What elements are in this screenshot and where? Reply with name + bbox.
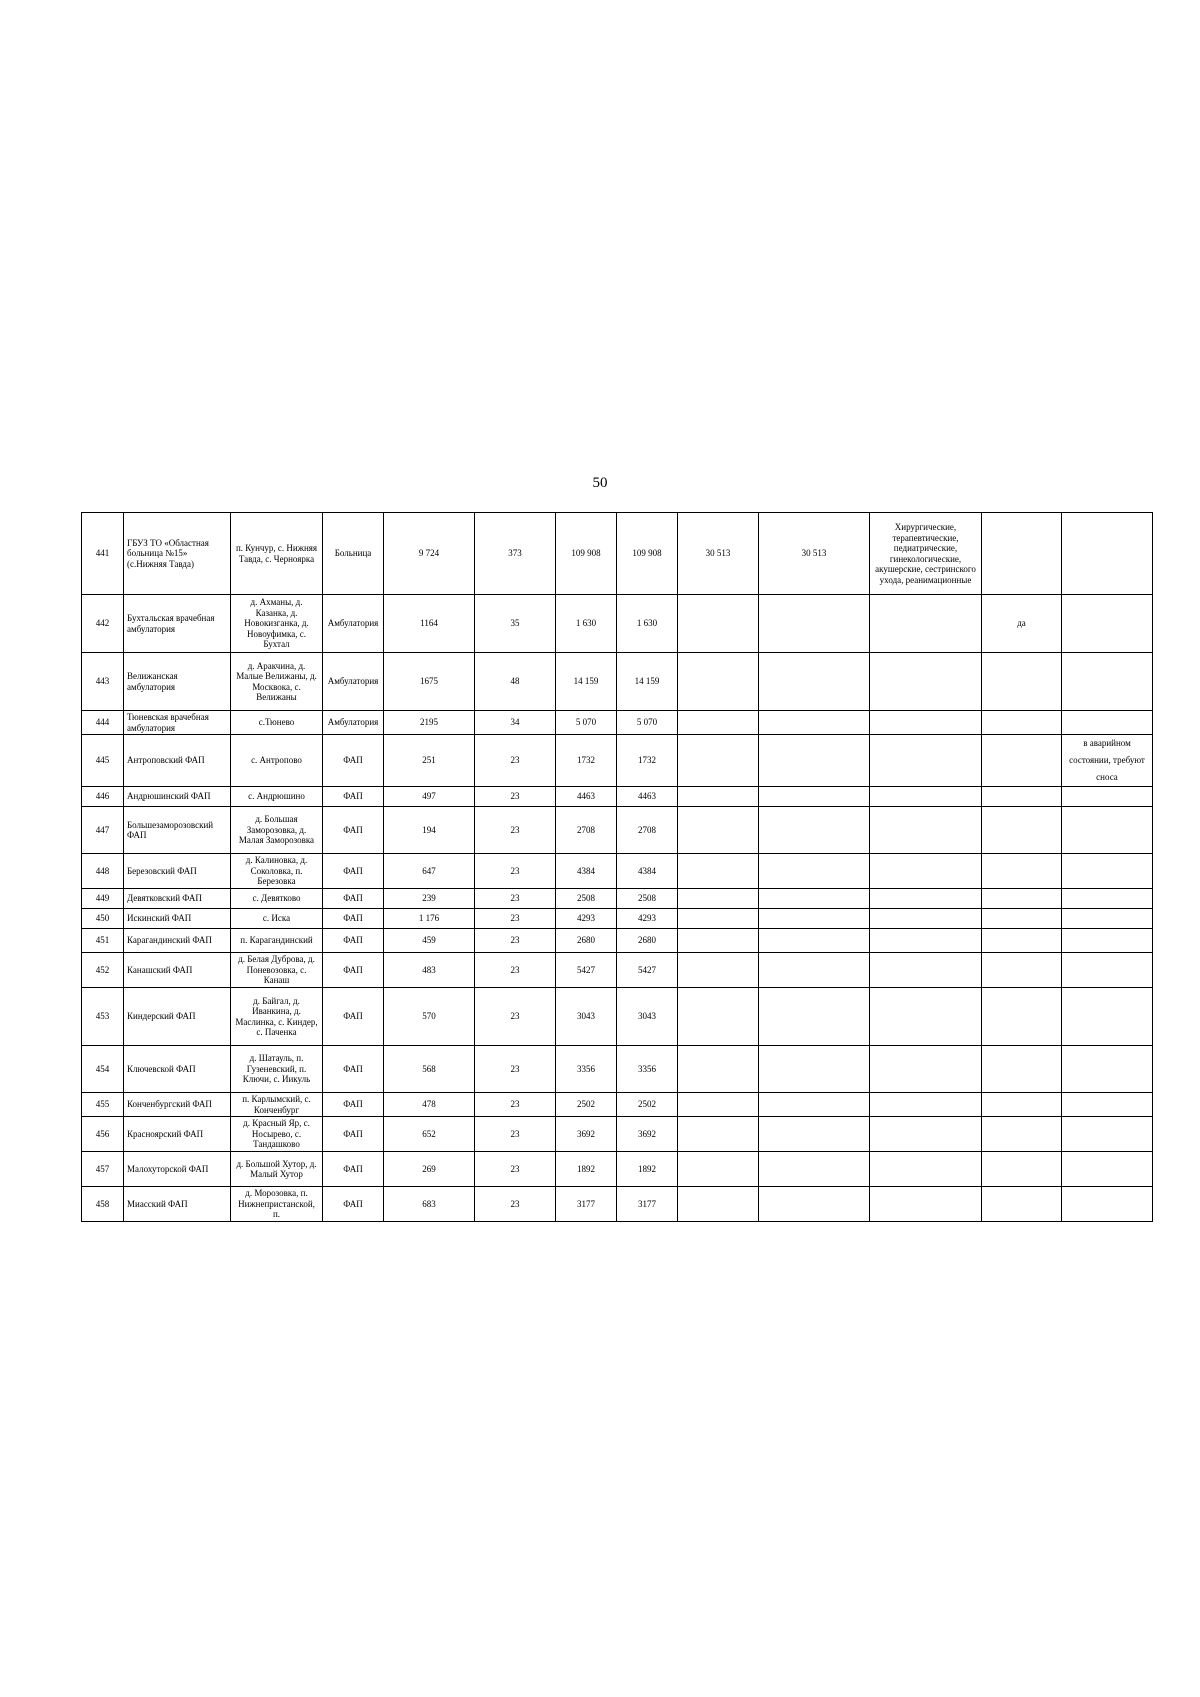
value-col-11-cell bbox=[759, 595, 870, 653]
staff-cell: 23 bbox=[475, 807, 556, 854]
settlements-cell: д. Большая Заморозовка, д. Малая Заморозовка bbox=[231, 807, 323, 854]
value-col-13-cell bbox=[982, 953, 1062, 988]
row-number-cell: 457 bbox=[82, 1152, 124, 1187]
note-cell bbox=[1062, 1117, 1153, 1152]
value-col-8-cell: 2508 bbox=[556, 889, 617, 909]
page-number: 50 bbox=[592, 475, 608, 491]
note-cell bbox=[1062, 513, 1153, 595]
value-col-8-cell: 5 070 bbox=[556, 711, 617, 735]
facility-name-cell: Андрюшинский ФАП bbox=[124, 787, 231, 807]
facility-name-cell: Искинский ФАП bbox=[124, 909, 231, 929]
settlements-cell: д. Красный Яр, с. Носырево, с. Тандашково bbox=[231, 1117, 323, 1152]
value-col-10-cell bbox=[678, 711, 759, 735]
value-col-8-cell: 4293 bbox=[556, 909, 617, 929]
population-cell: 239 bbox=[384, 889, 475, 909]
staff-cell: 23 bbox=[475, 1117, 556, 1152]
staff-cell: 23 bbox=[475, 1152, 556, 1187]
value-col-13-cell bbox=[982, 854, 1062, 889]
population-cell: 483 bbox=[384, 953, 475, 988]
facility-name-cell: Антроповский ФАП bbox=[124, 735, 231, 787]
settlements-cell: с. Девятково bbox=[231, 889, 323, 909]
staff-cell: 34 bbox=[475, 711, 556, 735]
row-number-cell: 444 bbox=[82, 711, 124, 735]
value-col-9-cell: 109 908 bbox=[617, 513, 678, 595]
value-col-11-cell bbox=[759, 929, 870, 953]
value-col-9-cell: 14 159 bbox=[617, 653, 678, 711]
facility-name-cell: Киндерский ФАП bbox=[124, 988, 231, 1046]
value-col-11-cell bbox=[759, 988, 870, 1046]
value-col-8-cell: 2708 bbox=[556, 807, 617, 854]
bed-profiles-cell bbox=[870, 807, 982, 854]
bed-profiles-cell bbox=[870, 1046, 982, 1093]
value-col-10-cell bbox=[678, 1152, 759, 1187]
bed-profiles-cell bbox=[870, 595, 982, 653]
note-cell bbox=[1062, 1046, 1153, 1093]
settlements-cell: д. Аракчина, д. Малые Велижаны, д. Москвока, с. Велижаны bbox=[231, 653, 323, 711]
value-col-9-cell: 3692 bbox=[617, 1117, 678, 1152]
population-cell: 683 bbox=[384, 1187, 475, 1222]
population-cell: 497 bbox=[384, 787, 475, 807]
settlements-cell: с. Антропово bbox=[231, 735, 323, 787]
note-cell bbox=[1062, 1093, 1153, 1117]
value-col-9-cell: 2680 bbox=[617, 929, 678, 953]
value-col-10-cell bbox=[678, 1093, 759, 1117]
value-col-13-cell bbox=[982, 653, 1062, 711]
note-cell bbox=[1062, 711, 1153, 735]
facility-type-cell: ФАП bbox=[323, 807, 384, 854]
value-col-10-cell bbox=[678, 595, 759, 653]
settlements-cell: п. Карлымский, с. Конченбург bbox=[231, 1093, 323, 1117]
value-col-8-cell: 2680 bbox=[556, 929, 617, 953]
bed-profiles-cell bbox=[870, 953, 982, 988]
value-col-11-cell bbox=[759, 787, 870, 807]
value-col-10-cell bbox=[678, 735, 759, 787]
value-col-11-cell bbox=[759, 653, 870, 711]
population-cell: 647 bbox=[384, 854, 475, 889]
row-number-cell: 443 bbox=[82, 653, 124, 711]
value-col-11-cell bbox=[759, 1187, 870, 1222]
value-col-8-cell: 1892 bbox=[556, 1152, 617, 1187]
facility-type-cell: Амбулатория bbox=[323, 711, 384, 735]
population-cell: 1164 bbox=[384, 595, 475, 653]
value-col-11-cell bbox=[759, 854, 870, 889]
facility-type-cell: ФАП bbox=[323, 909, 384, 929]
facility-name-cell: Конченбургский ФАП bbox=[124, 1093, 231, 1117]
table-row bbox=[82, 909, 1153, 929]
bed-profiles-cell bbox=[870, 1093, 982, 1117]
value-col-10-cell bbox=[678, 1187, 759, 1222]
value-col-8-cell: 3356 bbox=[556, 1046, 617, 1093]
value-col-8-cell: 3177 bbox=[556, 1187, 617, 1222]
row-number-cell: 454 bbox=[82, 1046, 124, 1093]
settlements-cell: с. Андрюшино bbox=[231, 787, 323, 807]
staff-cell: 48 bbox=[475, 653, 556, 711]
note-cell bbox=[1062, 653, 1153, 711]
value-col-9-cell: 2502 bbox=[617, 1093, 678, 1117]
value-col-8-cell: 109 908 bbox=[556, 513, 617, 595]
value-col-11-cell bbox=[759, 1117, 870, 1152]
bed-profiles-cell bbox=[870, 711, 982, 735]
population-cell: 570 bbox=[384, 988, 475, 1046]
population-cell: 568 bbox=[384, 1046, 475, 1093]
settlements-cell: п. Кунчур, с. Нижняя Тавда, с. Черноярка bbox=[231, 513, 323, 595]
value-col-9-cell: 4384 bbox=[617, 854, 678, 889]
settlements-cell: с. Иска bbox=[231, 909, 323, 929]
bed-profiles-cell bbox=[870, 653, 982, 711]
note-cell bbox=[1062, 929, 1153, 953]
value-col-9-cell: 3356 bbox=[617, 1046, 678, 1093]
row-number-cell: 445 bbox=[82, 735, 124, 787]
note-cell: в аварийном состоянии, требуют сноса bbox=[1062, 735, 1153, 787]
row-number-cell: 455 bbox=[82, 1093, 124, 1117]
value-col-8-cell: 3043 bbox=[556, 988, 617, 1046]
table-row bbox=[82, 988, 1153, 1046]
value-col-11-cell bbox=[759, 807, 870, 854]
facility-type-cell: ФАП bbox=[323, 889, 384, 909]
value-col-8-cell: 14 159 bbox=[556, 653, 617, 711]
bed-profiles-cell bbox=[870, 1117, 982, 1152]
note-cell bbox=[1062, 909, 1153, 929]
value-col-13-cell bbox=[982, 988, 1062, 1046]
note-cell bbox=[1062, 988, 1153, 1046]
settlements-cell: д. Белая Дуброва, д. Поневозовка, с. Канаш bbox=[231, 953, 323, 988]
facility-type-cell: ФАП bbox=[323, 787, 384, 807]
value-col-8-cell: 1 630 bbox=[556, 595, 617, 653]
table-row bbox=[82, 1152, 1153, 1187]
facility-type-cell: Амбулатория bbox=[323, 653, 384, 711]
staff-cell: 23 bbox=[475, 854, 556, 889]
bed-profiles-cell bbox=[870, 909, 982, 929]
facility-name-cell: Канашский ФАП bbox=[124, 953, 231, 988]
value-col-13-cell bbox=[982, 1093, 1062, 1117]
population-cell: 269 bbox=[384, 1152, 475, 1187]
value-col-10-cell bbox=[678, 807, 759, 854]
staff-cell: 23 bbox=[475, 953, 556, 988]
value-col-8-cell: 2502 bbox=[556, 1093, 617, 1117]
row-number-cell: 441 bbox=[82, 513, 124, 595]
value-col-11-cell bbox=[759, 735, 870, 787]
table-body bbox=[82, 513, 1153, 1222]
table-row bbox=[82, 711, 1153, 735]
note-cell bbox=[1062, 1187, 1153, 1222]
staff-cell: 23 bbox=[475, 1187, 556, 1222]
value-col-8-cell: 3692 bbox=[556, 1117, 617, 1152]
value-col-8-cell: 4384 bbox=[556, 854, 617, 889]
staff-cell: 373 bbox=[475, 513, 556, 595]
facility-name-cell: Девятковский ФАП bbox=[124, 889, 231, 909]
value-col-11-cell bbox=[759, 1093, 870, 1117]
facility-name-cell: Бухтальская врачебная амбулатория bbox=[124, 595, 231, 653]
facility-type-cell: ФАП bbox=[323, 854, 384, 889]
settlements-cell: д. Морозовка, п. Нижнепристанской, п. bbox=[231, 1187, 323, 1222]
value-col-11-cell bbox=[759, 1046, 870, 1093]
value-col-9-cell: 4293 bbox=[617, 909, 678, 929]
facility-name-cell: Березовский ФАП bbox=[124, 854, 231, 889]
value-col-9-cell: 3177 bbox=[617, 1187, 678, 1222]
note-cell bbox=[1062, 595, 1153, 653]
bed-profiles-cell bbox=[870, 787, 982, 807]
bed-profiles-cell bbox=[870, 889, 982, 909]
row-number-cell: 456 bbox=[82, 1117, 124, 1152]
facilities-table bbox=[81, 512, 1153, 1222]
value-col-13-cell bbox=[982, 929, 1062, 953]
value-col-13-cell bbox=[982, 1117, 1062, 1152]
value-col-13-cell bbox=[982, 1187, 1062, 1222]
value-col-10-cell: 30 513 bbox=[678, 513, 759, 595]
value-col-10-cell bbox=[678, 953, 759, 988]
value-col-11-cell bbox=[759, 889, 870, 909]
facility-name-cell: Малохуторской ФАП bbox=[124, 1152, 231, 1187]
population-cell: 194 bbox=[384, 807, 475, 854]
row-number-cell: 451 bbox=[82, 929, 124, 953]
population-cell: 251 bbox=[384, 735, 475, 787]
staff-cell: 23 bbox=[475, 1093, 556, 1117]
value-col-13-cell bbox=[982, 787, 1062, 807]
value-col-9-cell: 3043 bbox=[617, 988, 678, 1046]
facility-type-cell: ФАП bbox=[323, 1117, 384, 1152]
facility-type-cell: ФАП bbox=[323, 929, 384, 953]
table-row bbox=[82, 787, 1153, 807]
note-cell bbox=[1062, 953, 1153, 988]
row-number-cell: 449 bbox=[82, 889, 124, 909]
value-col-13-cell bbox=[982, 909, 1062, 929]
value-col-9-cell: 4463 bbox=[617, 787, 678, 807]
table-row bbox=[82, 953, 1153, 988]
facility-type-cell: Амбулатория bbox=[323, 595, 384, 653]
population-cell: 9 724 bbox=[384, 513, 475, 595]
facility-name-cell: Миасский ФАП bbox=[124, 1187, 231, 1222]
table-row bbox=[82, 1117, 1153, 1152]
table-row bbox=[82, 653, 1153, 711]
facility-type-cell: ФАП bbox=[323, 1046, 384, 1093]
row-number-cell: 450 bbox=[82, 909, 124, 929]
facility-name-cell: Красноярский ФАП bbox=[124, 1117, 231, 1152]
row-number-cell: 442 bbox=[82, 595, 124, 653]
row-number-cell: 447 bbox=[82, 807, 124, 854]
row-number-cell: 452 bbox=[82, 953, 124, 988]
staff-cell: 23 bbox=[475, 735, 556, 787]
value-col-10-cell bbox=[678, 929, 759, 953]
population-cell: 459 bbox=[384, 929, 475, 953]
settlements-cell: с.Тюнево bbox=[231, 711, 323, 735]
value-col-11-cell bbox=[759, 953, 870, 988]
population-cell: 2195 bbox=[384, 711, 475, 735]
table-row bbox=[82, 513, 1153, 595]
settlements-cell: д. Байгал, д. Иванкина, д. Маслинка, с. Киндер, с. Паченка bbox=[231, 988, 323, 1046]
value-col-10-cell bbox=[678, 854, 759, 889]
facility-name-cell: Большезаморозовский ФАП bbox=[124, 807, 231, 854]
staff-cell: 23 bbox=[475, 929, 556, 953]
value-col-9-cell: 1 630 bbox=[617, 595, 678, 653]
facility-type-cell: ФАП bbox=[323, 1187, 384, 1222]
population-cell: 1 176 bbox=[384, 909, 475, 929]
staff-cell: 23 bbox=[475, 1046, 556, 1093]
settlements-cell: д. Калиновка, д. Соколовка, п. Березовка bbox=[231, 854, 323, 889]
facility-type-cell: ФАП bbox=[323, 1152, 384, 1187]
value-col-10-cell bbox=[678, 988, 759, 1046]
table-row bbox=[82, 807, 1153, 854]
value-col-10-cell bbox=[678, 889, 759, 909]
row-number-cell: 458 bbox=[82, 1187, 124, 1222]
note-cell bbox=[1062, 807, 1153, 854]
value-col-11-cell bbox=[759, 909, 870, 929]
facility-name-cell: Велижанская амбулатория bbox=[124, 653, 231, 711]
value-col-9-cell: 2508 bbox=[617, 889, 678, 909]
bed-profiles-cell bbox=[870, 735, 982, 787]
value-col-13-cell: да bbox=[982, 595, 1062, 653]
value-col-13-cell bbox=[982, 807, 1062, 854]
note-cell bbox=[1062, 1152, 1153, 1187]
value-col-11-cell: 30 513 bbox=[759, 513, 870, 595]
table-row bbox=[82, 1046, 1153, 1093]
value-col-13-cell bbox=[982, 1046, 1062, 1093]
note-cell bbox=[1062, 787, 1153, 807]
bed-profiles-cell: Хирургические, терапевтические, педиатрические, гинекологические, акушерские, сестринского ухода, реанимационные bbox=[870, 513, 982, 595]
value-col-13-cell bbox=[982, 513, 1062, 595]
value-col-13-cell bbox=[982, 711, 1062, 735]
bed-profiles-cell bbox=[870, 929, 982, 953]
value-col-11-cell bbox=[759, 1152, 870, 1187]
value-col-9-cell: 5 070 bbox=[617, 711, 678, 735]
settlements-cell: д. Большой Хутор, д. Малый Хутор bbox=[231, 1152, 323, 1187]
value-col-9-cell: 1892 bbox=[617, 1152, 678, 1187]
value-col-10-cell bbox=[678, 909, 759, 929]
value-col-11-cell bbox=[759, 711, 870, 735]
bed-profiles-cell bbox=[870, 1152, 982, 1187]
value-col-10-cell bbox=[678, 787, 759, 807]
staff-cell: 23 bbox=[475, 988, 556, 1046]
row-number-cell: 453 bbox=[82, 988, 124, 1046]
staff-cell: 23 bbox=[475, 787, 556, 807]
row-number-cell: 448 bbox=[82, 854, 124, 889]
value-col-8-cell: 1732 bbox=[556, 735, 617, 787]
table-row bbox=[82, 735, 1153, 787]
population-cell: 652 bbox=[384, 1117, 475, 1152]
value-col-9-cell: 1732 bbox=[617, 735, 678, 787]
row-number-cell: 446 bbox=[82, 787, 124, 807]
table-row bbox=[82, 595, 1153, 653]
settlements-cell: п. Карагандинский bbox=[231, 929, 323, 953]
note-cell bbox=[1062, 854, 1153, 889]
facility-type-cell: ФАП bbox=[323, 1093, 384, 1117]
staff-cell: 23 bbox=[475, 889, 556, 909]
staff-cell: 35 bbox=[475, 595, 556, 653]
value-col-10-cell bbox=[678, 1046, 759, 1093]
bed-profiles-cell bbox=[870, 854, 982, 889]
table-row bbox=[82, 1187, 1153, 1222]
facility-name-cell: Ключевской ФАП bbox=[124, 1046, 231, 1093]
settlements-cell: д. Ахманы, д. Казанка, д. Новокизганка, д. Новоуфимка, с. Бухтал bbox=[231, 595, 323, 653]
population-cell: 1675 bbox=[384, 653, 475, 711]
value-col-13-cell bbox=[982, 735, 1062, 787]
value-col-10-cell bbox=[678, 653, 759, 711]
value-col-13-cell bbox=[982, 1152, 1062, 1187]
bed-profiles-cell bbox=[870, 1187, 982, 1222]
staff-cell: 23 bbox=[475, 909, 556, 929]
facility-type-cell: ФАП bbox=[323, 988, 384, 1046]
settlements-cell: д. Шатауль, п. Гузеневский, п. Ключи, с. Иикуль bbox=[231, 1046, 323, 1093]
bed-profiles-cell bbox=[870, 988, 982, 1046]
facility-name-cell: Карагандинский ФАП bbox=[124, 929, 231, 953]
value-col-10-cell bbox=[678, 1117, 759, 1152]
value-col-8-cell: 5427 bbox=[556, 953, 617, 988]
table-row bbox=[82, 929, 1153, 953]
facility-name-cell: Тюневская врачебная амбулатория bbox=[124, 711, 231, 735]
facility-name-cell: ГБУЗ ТО «Областная больница №15» (с.Нижняя Тавда) bbox=[124, 513, 231, 595]
facility-type-cell: Больница bbox=[323, 513, 384, 595]
value-col-9-cell: 5427 bbox=[617, 953, 678, 988]
value-col-9-cell: 2708 bbox=[617, 807, 678, 854]
table-row bbox=[82, 889, 1153, 909]
value-col-8-cell: 4463 bbox=[556, 787, 617, 807]
table-row bbox=[82, 854, 1153, 889]
facility-type-cell: ФАП bbox=[323, 953, 384, 988]
note-cell bbox=[1062, 889, 1153, 909]
population-cell: 478 bbox=[384, 1093, 475, 1117]
facility-type-cell: ФАП bbox=[323, 735, 384, 787]
table-row bbox=[82, 1093, 1153, 1117]
value-col-13-cell bbox=[982, 889, 1062, 909]
